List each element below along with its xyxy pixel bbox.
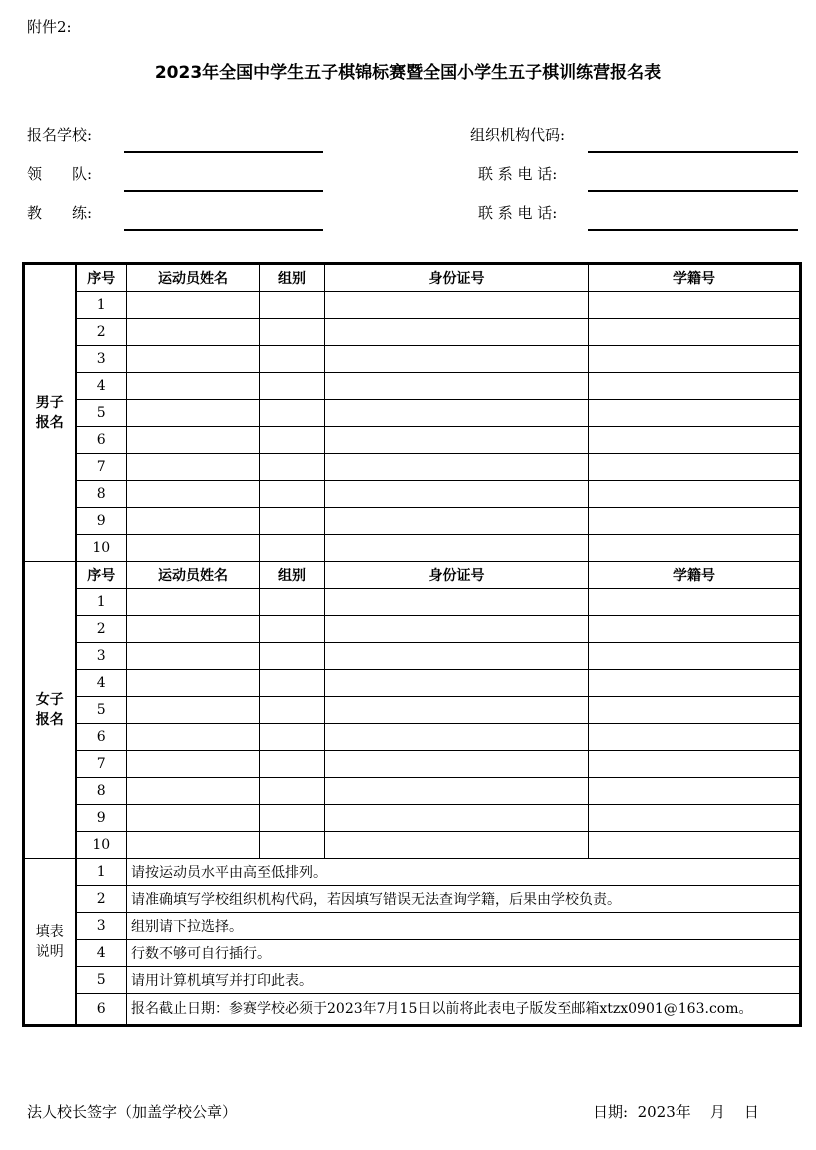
form-title: 2023年全国中学生五子棋锦标赛暨全国小学生五子棋训练营报名表 (154, 63, 662, 83)
row-index: 2 (76, 319, 127, 346)
note-number: 2 (76, 886, 127, 913)
id-number-cell[interactable] (325, 589, 589, 616)
group-cell[interactable] (260, 508, 325, 535)
note-row (24, 994, 801, 1026)
date-label: 日期: 2023年 月 日 (593, 1103, 759, 1121)
athlete-name-cell[interactable] (127, 832, 260, 859)
girls-section-label (24, 562, 76, 859)
id-number-cell[interactable] (325, 292, 589, 319)
id-number-cell[interactable] (325, 616, 589, 643)
athlete-name-cell[interactable] (127, 427, 260, 454)
note-number: 1 (76, 859, 127, 886)
table-row (24, 670, 801, 697)
group-cell[interactable] (260, 400, 325, 427)
notes-label-line2: 说明 (35, 943, 64, 960)
notes-label-line1: 填表 (35, 923, 64, 940)
group-cell[interactable] (260, 319, 325, 346)
row-index: 3 (76, 643, 127, 670)
student-id-cell[interactable] (589, 427, 801, 454)
leader-field[interactable] (124, 190, 323, 192)
school-label: 报名学校: (27, 126, 93, 144)
col-header-name: 运动员姓名 (127, 562, 260, 589)
row-index: 9 (76, 508, 127, 535)
note-text: 请用计算机填写并打印此表。 (127, 967, 801, 994)
row-index: 6 (76, 724, 127, 751)
boys-label-line2: 报名 (35, 415, 64, 431)
row-index: 3 (76, 346, 127, 373)
row-index: 1 (76, 589, 127, 616)
student-id-cell[interactable] (589, 670, 801, 697)
phone-field-1[interactable] (588, 190, 798, 192)
phone-label-2: 联 系 电 话: (478, 204, 558, 222)
athlete-name-cell[interactable] (127, 805, 260, 832)
phone-field-2[interactable] (588, 229, 798, 231)
boys-section (24, 264, 801, 562)
note-text: 请准确填写学校组织机构代码，若因填写错误无法查询学籍，后果由学校负责。 (127, 886, 801, 913)
table-row (24, 832, 801, 859)
group-cell[interactable] (260, 697, 325, 724)
id-number-cell[interactable] (325, 751, 589, 778)
girls-label-line1: 女子 (35, 692, 64, 708)
note-text: 报名截止日期：参赛学校必须于2023年7月15日以前将此表电子版发至邮箱xtzx0901@163.com。 (127, 994, 801, 1026)
student-id-cell[interactable] (589, 643, 801, 670)
athlete-name-cell[interactable] (127, 346, 260, 373)
row-index: 5 (76, 400, 127, 427)
id-number-cell[interactable] (325, 400, 589, 427)
boys-section-label (24, 264, 76, 562)
id-number-cell[interactable] (325, 454, 589, 481)
student-id-cell[interactable] (589, 319, 801, 346)
athlete-name-cell[interactable] (127, 508, 260, 535)
table-row (24, 643, 801, 670)
col-header-student-id: 学籍号 (589, 264, 801, 292)
org-code-field[interactable] (588, 151, 798, 153)
id-number-cell[interactable] (325, 724, 589, 751)
id-number-cell[interactable] (325, 832, 589, 859)
registration-table (22, 262, 802, 1027)
athlete-name-cell[interactable] (127, 481, 260, 508)
athlete-name-cell[interactable] (127, 319, 260, 346)
note-row (24, 967, 801, 994)
athlete-name-cell[interactable] (127, 778, 260, 805)
table-row (24, 292, 801, 319)
row-index: 8 (76, 481, 127, 508)
row-index: 10 (76, 535, 127, 562)
notes-section-label (24, 859, 76, 1026)
athlete-name-cell[interactable] (127, 535, 260, 562)
note-row (24, 940, 801, 967)
coach-field[interactable] (124, 229, 323, 231)
student-id-cell[interactable] (589, 724, 801, 751)
table-row (24, 724, 801, 751)
girls-section (24, 562, 801, 859)
id-number-cell[interactable] (325, 373, 589, 400)
id-number-cell[interactable] (325, 670, 589, 697)
student-id-cell[interactable] (589, 535, 801, 562)
attachment-label: 附件2: (27, 18, 72, 36)
athlete-name-cell[interactable] (127, 697, 260, 724)
table-row (24, 535, 801, 562)
athlete-name-cell[interactable] (127, 724, 260, 751)
table-row (24, 508, 801, 535)
org-code-label: 组织机构代码: (470, 126, 566, 144)
notes-section (24, 859, 801, 1026)
note-text: 组别请下拉选择。 (127, 913, 801, 940)
row-index: 2 (76, 616, 127, 643)
id-number-cell[interactable] (325, 697, 589, 724)
group-cell[interactable] (260, 346, 325, 373)
group-cell[interactable] (260, 427, 325, 454)
col-header-id: 身份证号 (325, 264, 589, 292)
group-cell[interactable] (260, 724, 325, 751)
note-number: 6 (76, 994, 127, 1026)
note-text: 请按运动员水平由高至低排列。 (127, 859, 801, 886)
table-row (24, 751, 801, 778)
table-row (24, 589, 801, 616)
boys-header-row (24, 264, 801, 292)
student-id-cell[interactable] (589, 400, 801, 427)
group-cell[interactable] (260, 454, 325, 481)
school-field[interactable] (124, 151, 323, 153)
note-number: 4 (76, 940, 127, 967)
row-index: 9 (76, 805, 127, 832)
id-number-cell[interactable] (325, 778, 589, 805)
id-number-cell[interactable] (325, 319, 589, 346)
note-row (24, 886, 801, 913)
table-row (24, 454, 801, 481)
col-header-index: 序号 (76, 264, 127, 292)
athlete-name-cell[interactable] (127, 373, 260, 400)
student-id-cell[interactable] (589, 751, 801, 778)
note-number: 3 (76, 913, 127, 940)
col-header-student-id: 学籍号 (589, 562, 801, 589)
table-row (24, 427, 801, 454)
athlete-name-cell[interactable] (127, 670, 260, 697)
student-id-cell[interactable] (589, 589, 801, 616)
student-id-cell[interactable] (589, 616, 801, 643)
athlete-name-cell[interactable] (127, 616, 260, 643)
id-number-cell[interactable] (325, 805, 589, 832)
table-row (24, 697, 801, 724)
student-id-cell[interactable] (589, 832, 801, 859)
row-index: 7 (76, 751, 127, 778)
student-id-cell[interactable] (589, 292, 801, 319)
note-text: 行数不够可自行插行。 (127, 940, 801, 967)
table-row (24, 805, 801, 832)
student-id-cell[interactable] (589, 481, 801, 508)
group-cell[interactable] (260, 670, 325, 697)
row-index: 10 (76, 832, 127, 859)
table-row (24, 346, 801, 373)
student-id-cell[interactable] (589, 778, 801, 805)
group-cell[interactable] (260, 832, 325, 859)
note-row (24, 859, 801, 886)
row-index: 1 (76, 292, 127, 319)
student-id-cell[interactable] (589, 373, 801, 400)
athlete-name-cell[interactable] (127, 454, 260, 481)
girls-label-line2: 报名 (35, 712, 64, 728)
athlete-name-cell[interactable] (127, 643, 260, 670)
row-index: 8 (76, 778, 127, 805)
student-id-cell[interactable] (589, 805, 801, 832)
id-number-cell[interactable] (325, 508, 589, 535)
note-row (24, 913, 801, 940)
coach-label: 教 练: (27, 204, 93, 222)
table-row (24, 778, 801, 805)
table-row (24, 481, 801, 508)
table-row (24, 319, 801, 346)
row-index: 7 (76, 454, 127, 481)
girls-header-row (24, 562, 801, 589)
group-cell[interactable] (260, 751, 325, 778)
col-header-group: 组别 (260, 562, 325, 589)
group-cell[interactable] (260, 589, 325, 616)
athlete-name-cell[interactable] (127, 400, 260, 427)
group-cell[interactable] (260, 373, 325, 400)
student-id-cell[interactable] (589, 346, 801, 373)
col-header-group: 组别 (260, 264, 325, 292)
athlete-name-cell[interactable] (127, 292, 260, 319)
group-cell[interactable] (260, 805, 325, 832)
group-cell[interactable] (260, 292, 325, 319)
athlete-name-cell[interactable] (127, 751, 260, 778)
id-number-cell[interactable] (325, 643, 589, 670)
student-id-cell[interactable] (589, 697, 801, 724)
col-header-index: 序号 (76, 562, 127, 589)
id-number-cell[interactable] (325, 481, 589, 508)
id-number-cell[interactable] (325, 427, 589, 454)
table-row (24, 373, 801, 400)
id-number-cell[interactable] (325, 346, 589, 373)
row-index: 6 (76, 427, 127, 454)
table-row (24, 400, 801, 427)
student-id-cell[interactable] (589, 454, 801, 481)
row-index: 4 (76, 670, 127, 697)
group-cell[interactable] (260, 778, 325, 805)
group-cell[interactable] (260, 643, 325, 670)
group-cell[interactable] (260, 535, 325, 562)
boys-label-line1: 男子 (35, 395, 64, 411)
col-header-name: 运动员姓名 (127, 264, 260, 292)
note-number: 5 (76, 967, 127, 994)
phone-label-1: 联 系 电 话: (478, 165, 558, 183)
row-index: 5 (76, 697, 127, 724)
group-cell[interactable] (260, 481, 325, 508)
athlete-name-cell[interactable] (127, 589, 260, 616)
group-cell[interactable] (260, 616, 325, 643)
principal-signature-label: 法人校长签字（加盖学校公章） (27, 1103, 238, 1121)
leader-label: 领 队: (27, 165, 93, 183)
table-row (24, 616, 801, 643)
id-number-cell[interactable] (325, 535, 589, 562)
col-header-id: 身份证号 (325, 562, 589, 589)
student-id-cell[interactable] (589, 508, 801, 535)
row-index: 4 (76, 373, 127, 400)
